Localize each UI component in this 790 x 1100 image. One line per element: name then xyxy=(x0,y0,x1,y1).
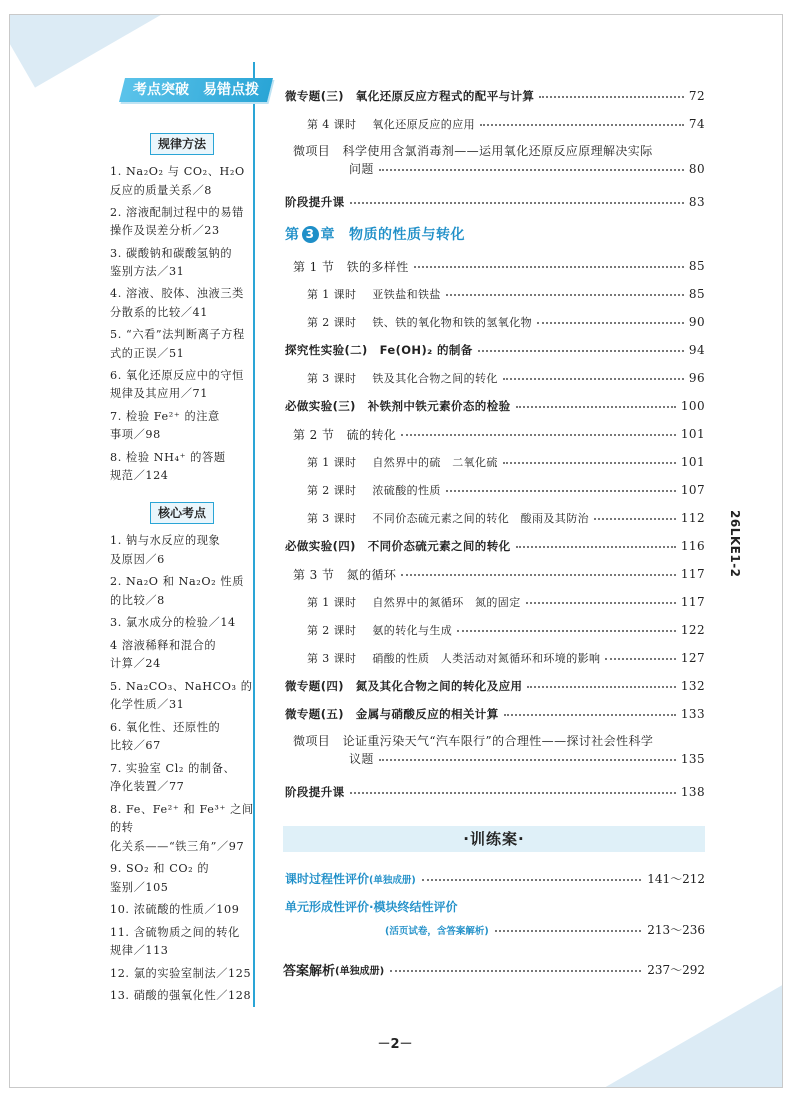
dot-leader xyxy=(401,574,676,576)
sidebar-banner xyxy=(119,78,273,102)
dot-leader xyxy=(457,630,676,632)
toc-row[interactable] xyxy=(285,644,705,672)
rules-list xyxy=(110,163,260,489)
lesson-number: 第 1 课时 xyxy=(307,288,357,301)
lesson-number: 第 1 课时 xyxy=(307,456,357,469)
toc-row[interactable] xyxy=(285,504,705,532)
rule-item[interactable]: 1. Na₂O₂ 与 CO₂、H₂O 反应的质量关系／8 xyxy=(110,165,245,197)
toc-title: 微项目 科学使用含氯消毒剂——运用氧化还原反应原理解决实际 xyxy=(293,144,653,158)
dot-leader xyxy=(503,378,684,380)
chapter-suffix: 章 xyxy=(320,227,335,243)
side-code: 26LKE1-2 xyxy=(728,510,742,578)
training-pages: 141～212 xyxy=(647,872,705,886)
toc-page: 101 xyxy=(680,427,705,441)
core-item[interactable]: 1. 钠与水反应的现象 及原因／6 xyxy=(110,534,221,566)
toc-row[interactable] xyxy=(285,392,705,420)
toc-title: 第 1 节 铁的多样性 xyxy=(293,259,409,274)
dot-leader xyxy=(480,124,684,126)
toc-page: 72 xyxy=(688,89,705,103)
dot-leader xyxy=(605,658,675,660)
chapter-prefix: 第 xyxy=(285,227,300,243)
rule-item[interactable]: 2. 溶液配制过程中的易错 操作及误差分析／23 xyxy=(110,205,244,238)
lesson-number: 第 1 课时 xyxy=(307,596,357,609)
toc-row[interactable] xyxy=(285,364,705,392)
toc-page: 101 xyxy=(680,455,705,469)
dot-leader xyxy=(495,930,642,932)
dot-leader xyxy=(539,96,684,98)
core-item[interactable]: 3. 氯水成分的检验／14 xyxy=(110,616,236,629)
toc-title xyxy=(307,594,521,610)
toc-title: 探究性实验(二) Fe(OH)₂ 的制备 xyxy=(285,343,473,357)
toc-title-cont: 议题 xyxy=(349,752,374,766)
rule-item[interactable]: 6. 氧化还原反应中的守恒 规律及其应用／71 xyxy=(110,368,244,401)
lesson-number: 第 2 课时 xyxy=(307,624,357,637)
toc-row[interactable] xyxy=(285,778,705,806)
lesson-title: 浓硫酸的性质 xyxy=(372,484,441,497)
toc-title xyxy=(307,286,441,302)
toc-row[interactable] xyxy=(285,476,705,504)
lesson-title: 自然界中的硫 二氧化硫 xyxy=(372,456,498,469)
dot-leader xyxy=(401,434,676,436)
lesson-title: 铁及其化合物之间的转化 xyxy=(372,372,498,385)
dot-leader xyxy=(594,518,676,520)
core-item[interactable]: 9. SO₂ 和 CO₂ 的 鉴别／105 xyxy=(110,862,210,894)
toc-row[interactable] xyxy=(285,700,705,728)
lesson-number: 第 2 课时 xyxy=(307,316,357,329)
dot-leader xyxy=(537,322,684,324)
toc-page: 116 xyxy=(680,539,705,553)
chapter-title: 物质的性质与转化 xyxy=(349,227,465,243)
toc-title: 微专题(五) 金属与硝酸反应的相关计算 xyxy=(285,707,499,721)
answer-row[interactable] xyxy=(283,960,705,979)
lesson-number: 第 3 课时 xyxy=(307,652,357,665)
answer-title: 答案解析 xyxy=(283,964,336,979)
toc-page: 133 xyxy=(680,707,705,721)
rules-section-title: 规律方法 xyxy=(150,133,214,155)
lesson-number: 第 3 课时 xyxy=(307,512,357,525)
lesson-title: 硝酸的性质 人类活动对氮循环和环境的影响 xyxy=(372,652,601,665)
training-note: (单独成册) xyxy=(369,874,416,886)
toc-row[interactable] xyxy=(285,420,705,448)
toc-title: 阶段提升课 xyxy=(285,785,345,799)
toc-row[interactable] xyxy=(285,588,705,616)
toc-title xyxy=(307,622,452,638)
toc-title: 必做实验(四) 不同价态硫元素之间的转化 xyxy=(285,539,511,553)
training-row[interactable] xyxy=(285,898,705,938)
toc-row[interactable] xyxy=(285,110,705,138)
lesson-number: 第 3 课时 xyxy=(307,372,357,385)
toc-page: 94 xyxy=(688,343,705,357)
table-of-contents xyxy=(285,82,705,806)
dot-leader xyxy=(516,546,676,548)
toc-title xyxy=(307,116,475,132)
toc-page: 83 xyxy=(688,195,705,209)
dot-leader xyxy=(526,602,676,604)
toc-page: 80 xyxy=(688,162,705,176)
toc-title xyxy=(307,454,498,470)
toc-row[interactable] xyxy=(285,728,705,778)
dot-leader xyxy=(414,266,684,268)
core-item[interactable]: 8. Fe、Fe²⁺ 和 Fe³⁺ 之间的转 化关系——“铁三角”／97 xyxy=(110,802,254,853)
toc-page: 127 xyxy=(680,651,705,665)
toc-title: 微专题(三) 氧化还原反应方程式的配平与计算 xyxy=(285,89,535,103)
toc-page: 132 xyxy=(680,679,705,693)
rule-item[interactable]: 7. 检验 Fe²⁺ 的注意 事项／98 xyxy=(110,409,220,442)
toc-title xyxy=(307,510,589,526)
dot-leader xyxy=(446,294,684,296)
dot-leader xyxy=(350,792,676,794)
toc-row[interactable] xyxy=(285,672,705,700)
toc-row[interactable] xyxy=(285,138,705,188)
toc-title xyxy=(307,650,600,666)
toc-row[interactable] xyxy=(285,308,705,336)
toc-row[interactable] xyxy=(285,336,705,364)
answer-note: (单独成册) xyxy=(335,966,385,977)
toc-title xyxy=(307,370,498,386)
toc-page: 74 xyxy=(688,117,705,131)
answer-pages: 237～292 xyxy=(647,963,705,977)
toc-title xyxy=(307,482,441,498)
toc-title-cont: 问题 xyxy=(349,162,374,176)
dot-leader xyxy=(446,490,676,492)
toc-page: 117 xyxy=(680,567,705,581)
toc-page: 107 xyxy=(680,483,705,497)
chapter-heading[interactable] xyxy=(285,216,705,252)
lesson-title: 铁、铁的氧化物和铁的氢氧化物 xyxy=(372,316,533,329)
rule-item[interactable]: 4. 溶液、胶体、浊液三类 分散系的比较／41 xyxy=(110,287,244,319)
lesson-number: 第 2 课时 xyxy=(307,484,357,497)
dot-leader xyxy=(379,169,684,171)
training-pages: 213～236 xyxy=(647,923,705,937)
toc-page: 112 xyxy=(680,511,705,525)
rule-item[interactable]: 5. “六看”法判断离子方程 式的正误／51 xyxy=(110,328,245,360)
toc-row[interactable] xyxy=(285,252,705,280)
dot-leader xyxy=(516,406,676,408)
toc-title xyxy=(307,314,532,330)
dot-leader xyxy=(504,714,676,716)
chapter-number-badge: 3 xyxy=(302,226,319,243)
toc-title: 第 2 节 硫的转化 xyxy=(293,427,397,442)
sidebar-banner-text: 考点突破 易错点拨 xyxy=(133,82,259,98)
core-item[interactable]: 11. 含硫物质之间的转化 规律／113 xyxy=(110,925,240,957)
dot-leader xyxy=(379,759,676,761)
toc-page: 90 xyxy=(688,315,705,329)
rule-item[interactable]: 8. 检验 NH₄⁺ 的答题 规范／124 xyxy=(110,450,226,483)
toc-page: 135 xyxy=(680,752,705,766)
dot-leader xyxy=(503,462,676,464)
core-item[interactable]: 7. 实验室 Cl₂ 的制备、 净化装置／77 xyxy=(110,761,236,793)
dot-leader xyxy=(527,686,675,688)
dot-leader xyxy=(478,350,684,352)
lesson-title: 不同价态硫元素之间的转化 酸雨及其防治 xyxy=(372,512,590,525)
toc-page: 117 xyxy=(680,595,705,609)
toc-row[interactable] xyxy=(285,188,705,216)
training-note: (活页试卷，含答案解析) xyxy=(385,925,489,937)
core-item[interactable]: 5. Na₂CO₃、NaHCO₃ 的 化学性质／31 xyxy=(110,679,253,711)
dot-leader xyxy=(422,879,641,881)
core-section-title: 核心考点 xyxy=(150,502,214,524)
core-item[interactable]: 13. 硝酸的强氧化性／128 xyxy=(110,989,252,1002)
toc-row[interactable] xyxy=(285,532,705,560)
training-title: 课时过程性评价 xyxy=(285,872,370,886)
toc-page: 138 xyxy=(680,785,705,799)
toc-page: 85 xyxy=(688,259,705,273)
core-item[interactable]: 2. Na₂O 和 Na₂O₂ 性质 的比较／8 xyxy=(110,575,244,607)
toc-title: 必做实验(三) 补铁剂中铁元素价态的检验 xyxy=(285,399,511,413)
core-list xyxy=(110,532,260,1010)
dot-leader xyxy=(390,970,641,972)
rule-item[interactable]: 3. 碳酸钠和碳酸氢钠的 鉴别方法／31 xyxy=(110,246,233,279)
toc-title: 第 3 节 氮的循环 xyxy=(293,567,397,582)
core-item[interactable]: 10. 浓硫酸的性质／109 xyxy=(110,903,240,916)
lesson-title: 氨的转化与生成 xyxy=(372,624,453,637)
toc-page: 85 xyxy=(688,287,705,301)
toc-title: 阶段提升课 xyxy=(285,195,345,209)
core-item[interactable]: 4 溶液稀释和混合的 计算／24 xyxy=(110,638,217,670)
page-number: －2－ xyxy=(377,1037,413,1052)
core-item[interactable]: 6. 氧化性、还原性的 比较／67 xyxy=(110,720,221,752)
core-item[interactable]: 12. 氯的实验室制法／125 xyxy=(110,966,252,980)
training-section-title: ·训练案· xyxy=(283,826,705,852)
left-sidebar xyxy=(0,0,262,1100)
toc-row[interactable] xyxy=(285,616,705,644)
dot-leader xyxy=(350,202,684,204)
lesson-number: 第 4 课时 xyxy=(307,118,357,131)
training-row[interactable] xyxy=(285,870,705,887)
toc-page: 100 xyxy=(680,399,705,413)
lesson-title: 氧化还原反应的应用 xyxy=(372,118,476,131)
lesson-title: 亚铁盐和铁盐 xyxy=(372,288,441,301)
toc-title: 微专题(四) 氮及其化合物之间的转化及应用 xyxy=(285,679,523,693)
lesson-title: 自然界中的氮循环 氮的固定 xyxy=(372,596,521,609)
toc-title: 微项目 论证重污染天气“汽车限行”的合理性——探讨社会性科学 xyxy=(293,734,654,748)
toc-row[interactable] xyxy=(285,560,705,588)
toc-row[interactable] xyxy=(285,280,705,308)
toc-page: 96 xyxy=(688,371,705,385)
toc-row[interactable] xyxy=(285,82,705,110)
toc-page: 122 xyxy=(680,623,705,637)
toc-row[interactable] xyxy=(285,448,705,476)
training-title: 单元形成性评价·模块终结性评价 xyxy=(285,900,458,914)
